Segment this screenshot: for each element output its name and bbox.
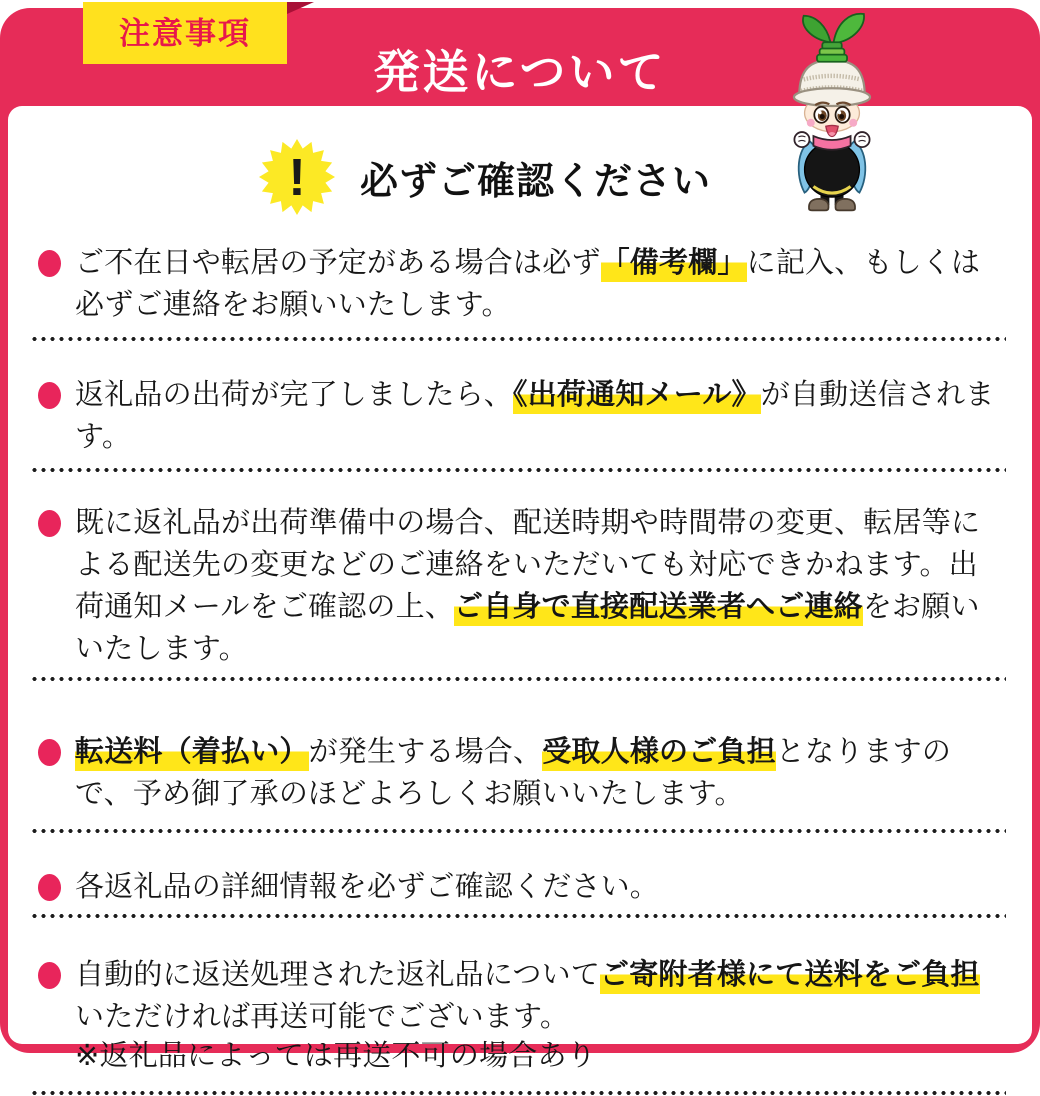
dotted-separator (32, 676, 1006, 682)
dotted-separator (32, 336, 1006, 342)
bullet-icon (38, 874, 61, 901)
mascot-shoe (809, 199, 829, 211)
highlighted-text: 受取人様のご負担 (542, 736, 776, 771)
mascot-shoe (835, 199, 855, 211)
exclamation-burst-icon (256, 136, 338, 218)
confirm-heading-row (256, 136, 1006, 218)
caution-badge (83, 2, 287, 64)
note-text: ※返礼品によっては再送不可の場合あり (75, 1040, 596, 1072)
notice-text: いただければ再送可能でございます。 (75, 1001, 570, 1033)
notice-text: が発生する場合、 (308, 736, 543, 768)
notice-text: が自動送信されます。 (75, 379, 995, 453)
page-title: 発送について (373, 46, 667, 98)
notice-item-resend (38, 954, 1006, 1074)
notice-text: をお願いいたします。 (75, 591, 980, 665)
bullet-icon (38, 962, 61, 989)
notice-item-details (38, 866, 1006, 908)
bullet-icon (38, 250, 61, 277)
dotted-separator (32, 828, 1006, 834)
sprout-mascot-icon (786, 5, 878, 214)
caution-badge-label: 注意事項 (119, 15, 251, 51)
notice-item-absence (38, 242, 1006, 326)
notice-text: 返礼品の出荷が完了しましたら、 (75, 379, 514, 411)
notice-text: となりますので、予め御了承のほどよろしくお願いいたします。 (75, 736, 952, 810)
mascot-hat (794, 60, 870, 106)
confirm-heading: 必ずご確認ください (360, 160, 712, 203)
notice-text: に記入、もしくは必ずご連絡をお願いいたします。 (75, 247, 981, 321)
dotted-separator (32, 467, 1006, 473)
notice-item-carrier-contact (38, 502, 1006, 670)
highlighted-text: 「備考欄」 (601, 247, 747, 282)
content-panel (8, 106, 1032, 1072)
highlighted-text: ご自身で直接配送業者へご連絡 (454, 591, 863, 626)
badge-fold-icon (287, 2, 314, 14)
mascot-mouth (826, 125, 838, 136)
notice-text: 自動的に返送処理された返礼品について (75, 959, 601, 991)
notice-item-forwarding-fee (38, 731, 1006, 815)
highlighted-text: 転送料（着払い） (75, 736, 309, 771)
notice-text: ご不在日や転居の予定がある場合は必ず (75, 247, 601, 279)
bullet-icon (38, 382, 61, 409)
mascot-cheek (849, 119, 857, 127)
mascot-sprout (803, 14, 864, 62)
notice-text: 各返礼品の詳細情報を必ずご確認ください。 (75, 871, 660, 903)
notice-text: 既に返礼品が出荷準備中の場合、配送時期や時間帯の変更、転居等による配送先の変更などのご連絡をいただいても対応できかねます。出荷通知メールをご確認の上、 (75, 507, 981, 623)
highlighted-text: 《出荷通知メール》 (513, 379, 761, 414)
mascot-cheek (807, 119, 815, 127)
bullet-icon (38, 510, 61, 537)
dotted-separator (32, 1090, 1006, 1096)
mascot-collar (813, 136, 850, 150)
dotted-separator (32, 913, 1006, 919)
bullet-icon (38, 739, 61, 766)
highlighted-text: ご寄附者様にて送料をご負担 (600, 959, 980, 994)
exclamation-mark: ! (288, 149, 306, 207)
notice-item-shipping-mail (38, 374, 1006, 458)
